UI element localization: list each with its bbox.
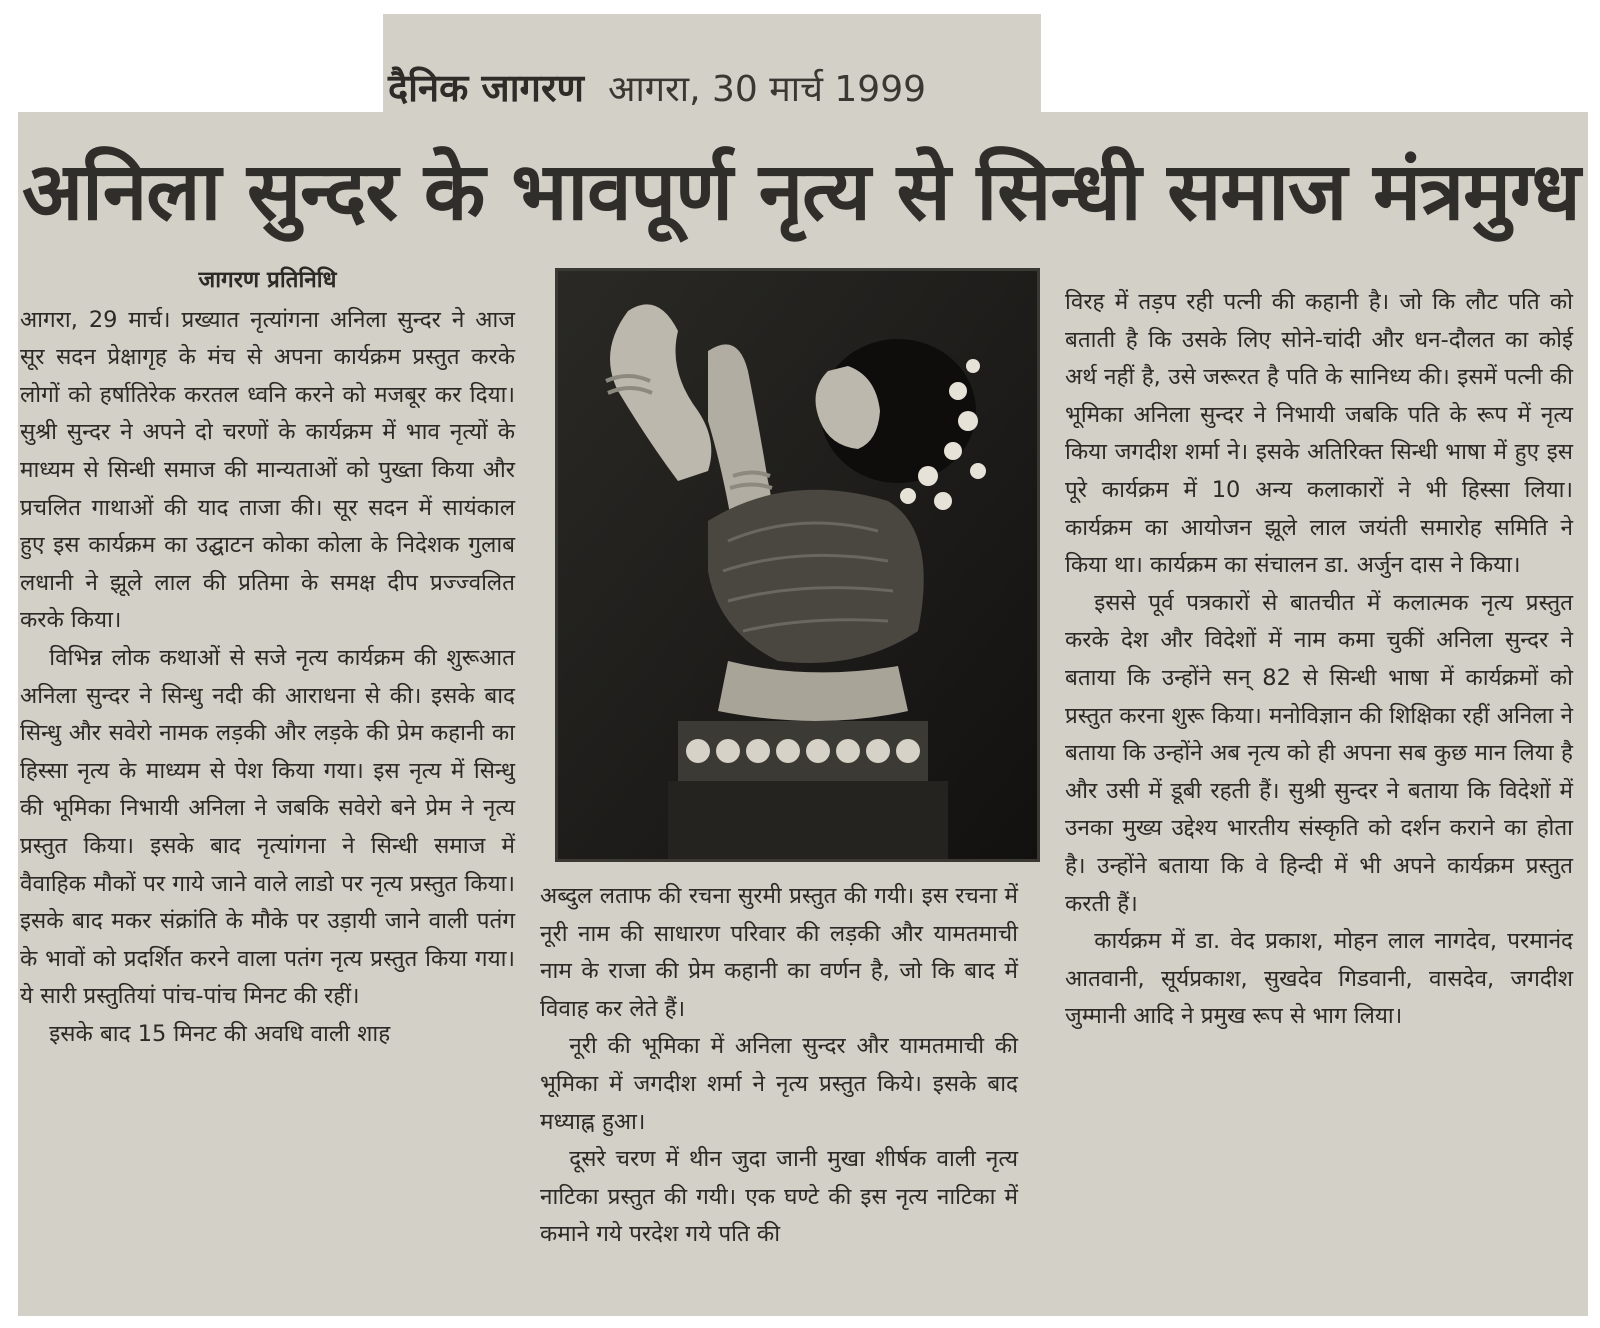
column-2-paragraph-3: दूसरे चरण में थीन जुदा जानी मुखा शीर्षक वाली नृत्य नाटिका प्रस्तुत की गयी। एक घण्टे की इस नृत्य नाटिका में कमाने गये परदेश गये पति की (540, 1146, 1018, 1248)
column-3-paragraph-1: विरह में तड़प रही पत्नी की कहानी है। जो कि लौट पति को बताती है कि उसके लिए सोने-चांदी और धन-दौलत का कोई अर्थ नहीं है, उसे जरूरत है पति के सानिध्य की। इसमें पत्नी की भूमिका अनिला सुन्दर ने निभायी जबकि पति के रूप में नृत्य किया जगदीश शर्मा ने। इसके अतिरिक्त सिन्धी भाषा में हुए इस पूरे कार्यक्रम में 10 अन्य कलाकारों ने भी हिस्सा लिया। कार्यक्रम का आयोजन झूले लाल जयंती समारोह समिति ने किया था। कार्यक्रम का संचालन डा. अर्जुन दास ने किया। (1065, 289, 1573, 579)
newspaper-name: दैनिक जागरण (388, 66, 584, 110)
column-3 (1065, 284, 1573, 1036)
column-1-paragraph-3: इसके बाद 15 मिनट की अवधि वाली शाह (49, 1020, 391, 1047)
column-2 (540, 878, 1018, 1254)
column-3-paragraph-3: कार्यक्रम में डा. वेद प्रकाश, मोहन लाल नागदेव, परमानंद आतवानी, सूर्यप्रकाश, सुखदेव गिडवानी, वासदेव, जगदीश जुम्मानी आदि ने प्रमुख रूप से भाग लिया। (1065, 928, 1573, 1030)
column-1-paragraph-1: आगरा, 29 मार्च। प्रख्यात नृत्यांगना अनिला सुन्दर ने आज सूर सदन प्रेक्षागृह के मंच से अपना कार्यक्रम प्रस्तुत करके लोगों को हर्षातिरेक करतल ध्वनि करने को मजबूर कर दिया। सुश्री सुन्दर ने अपने दो चरणों के कार्यक्रम में भाव नृत्यों के माध्यम से सिन्धी समाज की मान्यताओं को पुख्ता किया और प्रचलित गाथाओं की याद ताजा की। सूर सदन में सायंकाल हुए इस कार्यक्रम का उद्घाटन कोका कोला के निदेशक गुलाब लधानी ने झूले लाल की प्रतिमा के समक्ष दीप प्रज्ज्वलित करके किया। (20, 306, 515, 634)
masthead (388, 58, 1038, 116)
column-3-paragraph-2: इससे पूर्व पत्रकारों से बातचीत में कलात्मक नृत्य प्रस्तुत करके देश और विदेशों में नाम कमा चुकीं अनिला सुन्दर ने बताया कि उन्होंने सन् 82 से सिन्धी भाषा में कार्यक्रमों को प्रस्तुत करना शुरू किया। मनोविज्ञान की शिक्षिका रहीं अनिला ने बताया कि उन्होंने अब नृत्य को ही अपना सब कुछ मान लिया है और उसी में डूबी रहती हैं। सुश्री सुन्दर ने बताया कि विदेशों में उनका मुख्य उद्देश्य भारतीय संस्कृति को दर्शन कराने का होता है। उन्होंने बताया कि वे हिन्दी में भी अपने कार्यक्रम प्रस्तुत करती हैं। (1065, 589, 1573, 917)
dancer-photo-illustration (558, 271, 1037, 859)
column-1-paragraph-2: विभिन्न लोक कथाओं से सजे नृत्य कार्यक्रम की शुरूआत अनिला सुन्दर ने सिन्धु नदी की आराधना से की। इसके बाद सिन्धु और सवेरो नामक लड़की और लड़के की प्रेम कहानी का हिस्सा नृत्य के माध्यम से पेश किया गया। इस नृत्य में सिन्धु की भूमिका निभायी अनिला ने जबकि सवेरो बने प्रेम ने नृत्य प्रस्तुत किया। इसके बाद नृत्यांगना ने सिन्धी समाज में वैवाहिक मौकों पर गाये जाने वाले लाडो पर नृत्य प्रस्तुत किया। इसके बाद मकर संक्रांति के मौके पर उड़ायी जाने वाली पतंग के भावों को प्रदर्शित करने वाला पतंग नृत्य प्रस्तुत किया गया। ये सारी प्रस्तुतियां पांच-पांच मिनट की रहीं। (20, 644, 515, 1010)
column-2-paragraph-2: नूरी की भूमिका में अनिला सुन्दर और यामतमाची की भूमिका में जगदीश शर्मा ने नृत्य प्रस्तुत किये। इसके बाद मध्याह्न हुआ। (540, 1033, 1018, 1135)
byline: जागरण प्रतिनिधि (198, 267, 337, 293)
dancer-photo (555, 268, 1040, 862)
column-2-paragraph-1: अब्दुल लताफ की रचना सुरमी प्रस्तुत की गयी। इस रचना में नूरी नाम की साधारण परिवार की लड़की और यामतमाची नाम के राजा की प्रेम कहानी का वर्णन है, जो कि बाद में विवाह कर लेते हैं। (540, 883, 1018, 1022)
column-1 (20, 262, 515, 1053)
dateline: आगरा, 30 मार्च 1999 (607, 68, 927, 110)
headline: अनिला सुन्दर के भावपूर्ण नृत्य से सिन्धी समाज मंत्रमुग्ध (22, 145, 1580, 238)
